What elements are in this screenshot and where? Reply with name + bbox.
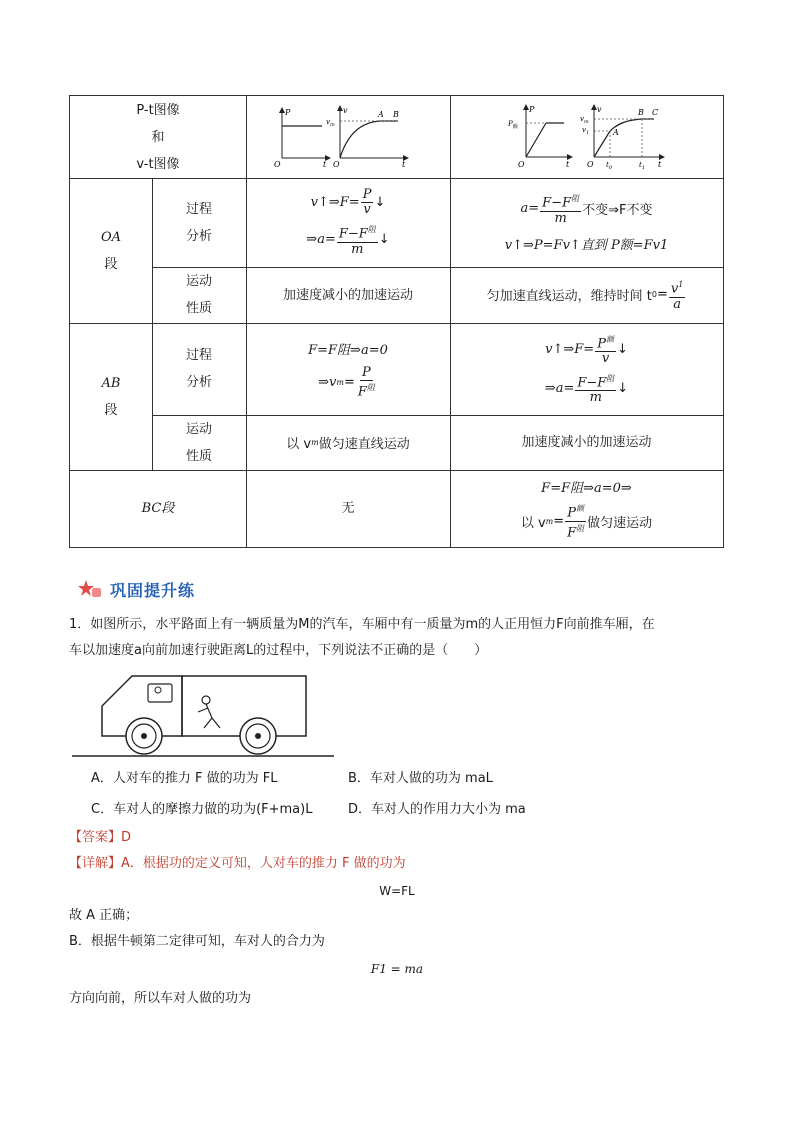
graph1-vm-label: $v_m$: [326, 118, 335, 128]
question-line1: 1．如图所示，水平路面上有一辆质量为M的汽车，车厢中有一质量为m的人正用恒力F向前推车厢，在: [69, 617, 655, 632]
graph2-v-t-axis: t: [657, 160, 661, 169]
ab-constant-power-process: [246, 323, 450, 415]
ab-cp-eq2: ⇒v m = $\frac{P}{F^阻}$: [318, 364, 375, 400]
header-label-line1: P-t图像: [136, 102, 180, 118]
question-line2: 车以加速度a向前加速行驶距离L的过程中，下列说法不正确的是（ ）: [69, 643, 488, 658]
graph2-point-b: B: [637, 108, 644, 117]
oa-constant-power-nature: 加速度减小的加速运动: [282, 287, 413, 303]
header-label-line2: 和: [151, 129, 165, 145]
ab-constant-acceleration-nature: 加速度减小的加速运动: [521, 435, 652, 450]
truck-illustration: [72, 668, 334, 762]
star-badge-icon: [78, 579, 102, 599]
segment-ab-suffix: 段: [104, 402, 118, 418]
segment-ab-label: [70, 323, 152, 470]
detail-eq2: F1 = ma: [370, 962, 424, 976]
ab-cp-eq1: F=F阻⇒a=0: [308, 342, 388, 358]
detail-line2: 故 A 正确；: [69, 908, 139, 923]
oa-constant-acceleration-process: [450, 178, 723, 267]
section-header: [78, 576, 195, 602]
graph1-point-a: A: [378, 110, 384, 119]
ab-constant-acceleration-process: [450, 323, 723, 415]
graph-constant-power-cell: [246, 96, 450, 178]
graph2-t-axis: t: [565, 160, 569, 169]
section-title: 巩固提升练: [110, 580, 196, 600]
header-label-line3: v-t图像: [136, 156, 180, 172]
option-c: C．车对人的摩擦力做的功为(F+ma)L: [91, 802, 313, 817]
oa-cp-eq1: v↑⇒F= $\frac{P}{v}$ ↓: [310, 187, 386, 218]
answer: 【答案】D: [69, 830, 132, 845]
detail-line4: 方向向前，所以车对人做的功为: [69, 991, 252, 1006]
oa-nature-label: 运动 性质: [185, 274, 212, 316]
graph2-v1-label: $v_1$: [581, 126, 589, 136]
graph1-v-origin: O: [333, 160, 340, 169]
graph2-point-c: C: [651, 108, 658, 117]
option-b: B．车对人做的功为 maL: [348, 771, 493, 786]
option-d: D．车对人的作用力大小为 ma: [348, 802, 526, 817]
oa-constant-power-process: [246, 178, 450, 267]
oa-ca-eq1: a= $\frac{F-F^阻}{m}$ 不变⇒F不变: [520, 194, 653, 226]
graph2-point-a: A: [612, 128, 619, 137]
header-label-cell: [70, 96, 246, 178]
oa-process-label: 过程 分析: [185, 201, 212, 244]
ab-nature-label: 运动 性质: [185, 421, 212, 464]
bc-ca-eq2: 以 v m = $\frac{P^额}{F^阻}$ 做匀速运动: [520, 504, 653, 540]
segment-ab-name: AB: [101, 375, 121, 391]
bc-ca-eq1: F=F阻⇒a=0⇒: [541, 481, 632, 497]
graph2-v-origin: O: [586, 160, 594, 169]
graph1-origin: O: [274, 160, 281, 169]
graph1-v-t-axis: t: [402, 160, 406, 169]
graph1-point-b: B: [393, 110, 399, 119]
graph-constant-acceleration-cell: [450, 96, 723, 178]
segment-oa-name: OA: [100, 229, 122, 245]
ab-ca-eq1: v↑⇒F= $\frac{P^额}{v}$ ↓: [545, 334, 628, 366]
detail-line3: B．根据牛顿第二定律可知，车对人的合力为: [69, 934, 325, 949]
graph2-p-axis: P: [528, 105, 534, 114]
graph2-t0-label: $t_0$: [605, 161, 612, 171]
graph1-p-axis: P: [285, 108, 291, 117]
graph2-t1-label: $t_1$: [638, 161, 645, 171]
option-a: A．人对车的推力 F 做的功为 FL: [91, 771, 278, 786]
oa-cp-eq2: ⇒a= $\frac{F-F^阻}{m}$ ↓: [306, 225, 390, 257]
graph2-origin: O: [517, 160, 525, 169]
ab-constant-power-nature: 以 v m 做匀速直线运动: [286, 437, 410, 452]
detail-eq1: W=FL: [379, 884, 415, 898]
segment-oa-label: [70, 178, 152, 323]
bc-constant-acceleration: [450, 470, 723, 547]
graph2-p-rated: $P_额$: [507, 120, 518, 130]
segment-bc-label: BC段: [141, 501, 175, 516]
oa-constant-acceleration-nature: 匀加速直线运动，维持时间 t 0 = $\frac{v^1}{a}$: [486, 280, 684, 312]
graph-constant-acceleration: [502, 101, 672, 173]
graph-constant-power: [268, 102, 428, 172]
detail-line1: 【详解】A．根据功的定义可知，人对车的推力 F 做的功为: [69, 856, 406, 871]
segment-oa-suffix: 段: [104, 256, 118, 272]
oa-ca-eq2: v↑⇒P=Fv↑直到 P额=Fv1: [504, 237, 669, 253]
ab-ca-eq2: ⇒a= $\frac{F-F^阻}{m}$ ↓: [544, 374, 629, 406]
ab-process-label: 过程 分析: [185, 348, 212, 390]
comparison-table: [69, 95, 724, 548]
graph1-v-axis: v: [343, 106, 348, 115]
graph2-v-axis: v: [596, 105, 602, 114]
bc-constant-power: 无: [341, 501, 355, 516]
graph2-vm-label: $v_m$: [579, 115, 589, 125]
graph1-t-axis: t: [323, 160, 327, 169]
